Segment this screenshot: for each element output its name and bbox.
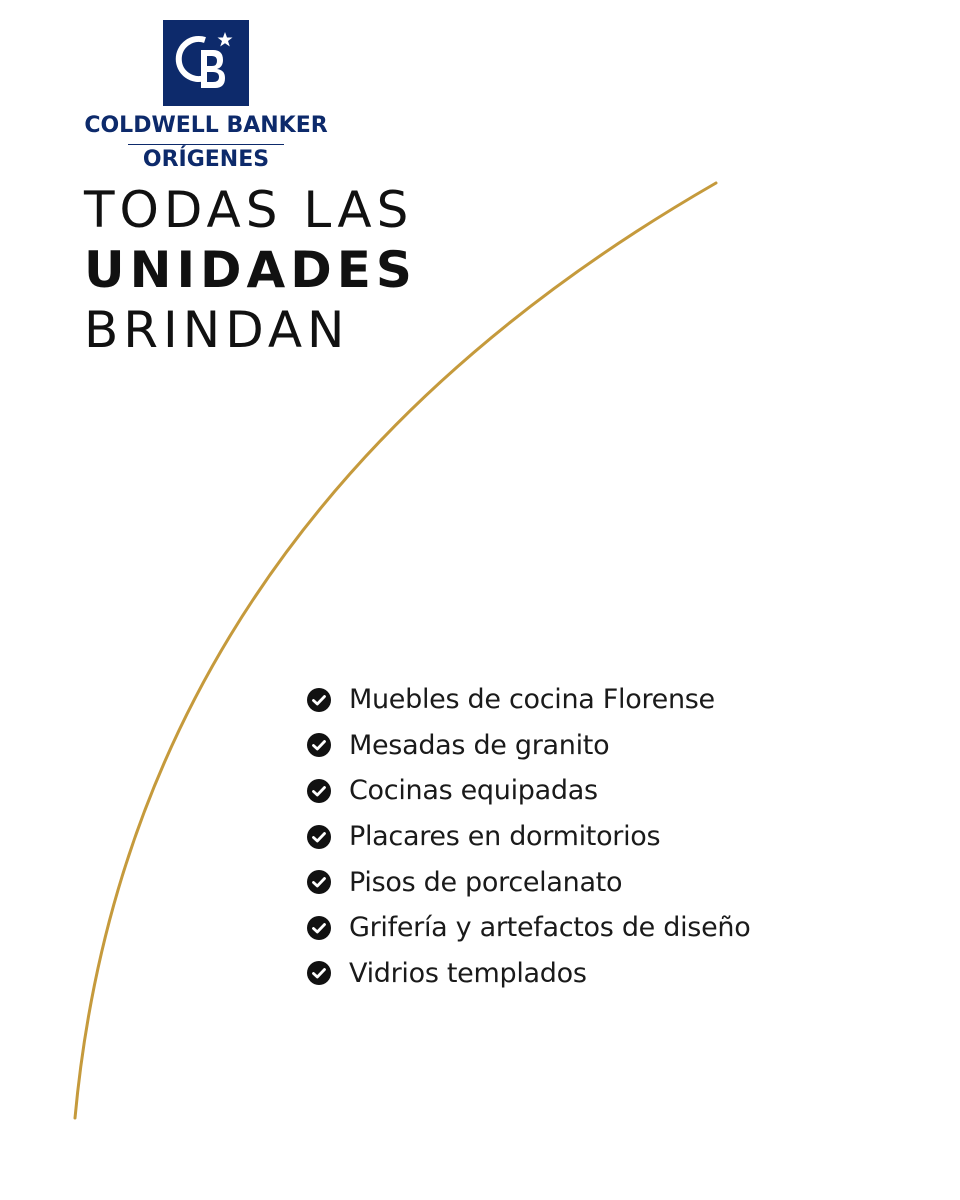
check-circle-icon xyxy=(306,869,332,895)
list-item xyxy=(306,677,750,723)
headline-line-3: BRINDAN xyxy=(84,301,350,359)
check-circle-icon xyxy=(306,915,332,941)
features-list xyxy=(306,677,750,996)
feature-label: Cocinas equipadas xyxy=(349,775,598,807)
feature-label: Vidrios templados xyxy=(349,957,587,989)
brand-divider xyxy=(128,144,284,145)
list-item xyxy=(306,768,750,814)
brand-office-name: ORÍGENES xyxy=(142,147,270,172)
coldwell-banker-logo xyxy=(163,20,249,106)
list-item xyxy=(306,814,750,860)
feature-label: Pisos de porcelanato xyxy=(349,866,623,898)
cb-monogram-icon xyxy=(163,20,249,106)
feature-label: Mesadas de granito xyxy=(349,729,610,761)
list-item xyxy=(306,723,750,769)
headline-line-1: TODAS LAS xyxy=(84,181,414,239)
list-item xyxy=(306,905,750,951)
feature-label: Muebles de cocina Florense xyxy=(349,684,715,716)
list-item xyxy=(306,859,750,905)
list-item xyxy=(306,951,750,997)
feature-label: Grifería y artefactos de diseño xyxy=(349,912,751,944)
check-circle-icon xyxy=(306,960,332,986)
check-circle-icon xyxy=(306,778,332,804)
headline xyxy=(84,180,417,360)
check-circle-icon xyxy=(306,824,332,850)
headline-line-2: UNIDADES xyxy=(84,241,417,299)
check-circle-icon xyxy=(306,732,332,758)
check-circle-icon xyxy=(306,687,332,713)
brand-name: COLDWELL BANKER xyxy=(84,113,328,138)
feature-label: Placares en dormitorios xyxy=(349,821,661,853)
